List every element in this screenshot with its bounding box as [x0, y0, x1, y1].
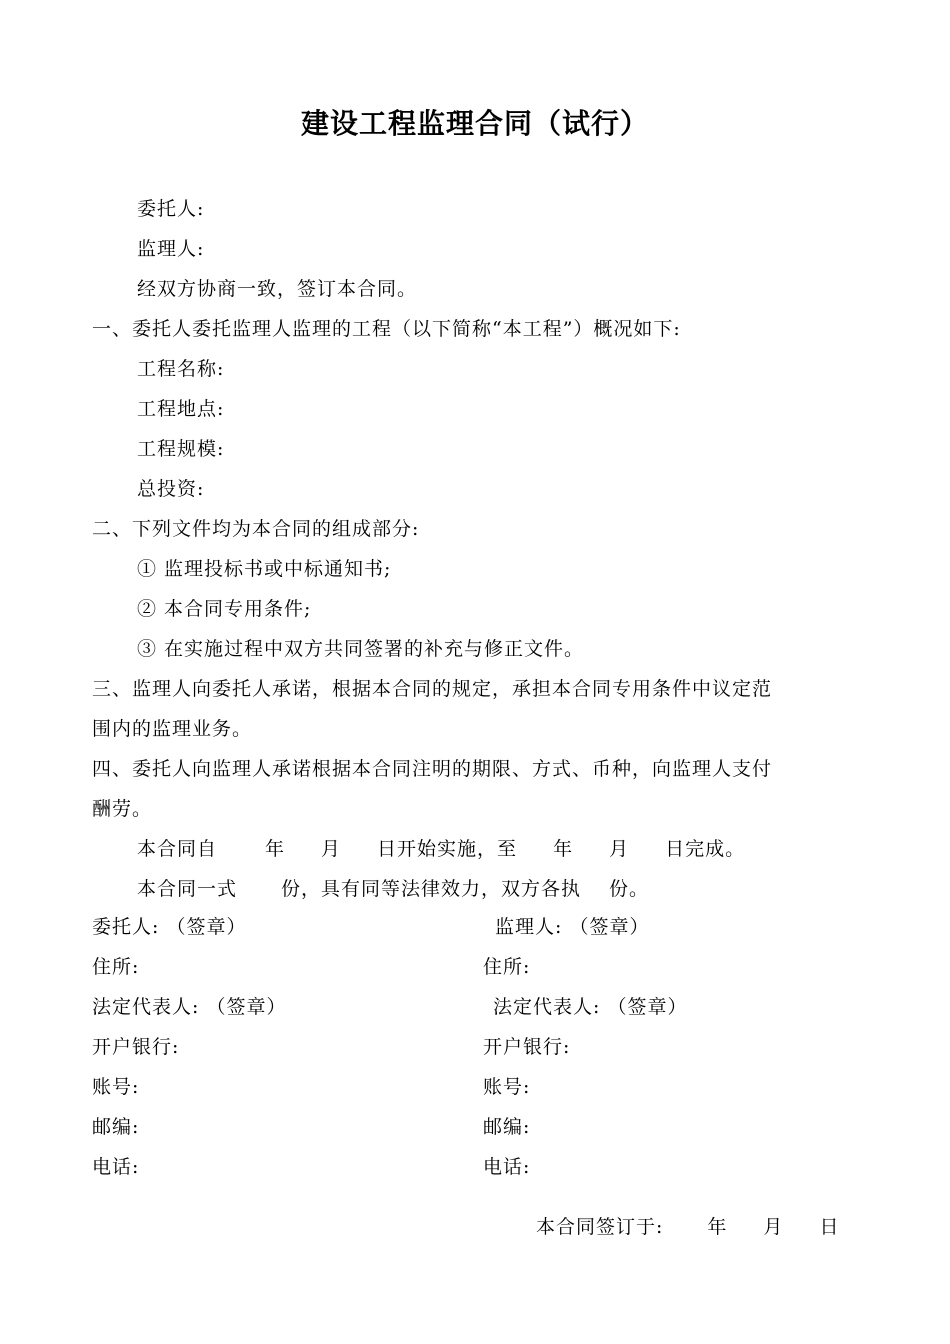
signing-day: 日 — [819, 1216, 840, 1238]
supervisor-legal-rep: 法定代表人: （签章） — [493, 996, 688, 1018]
period-year-1: 年 — [265, 838, 286, 860]
section-3-line-1: 三、监理人向委托人承诺，根据本合同的规定，承担本合同专用条件中议定范 — [92, 678, 773, 700]
client-legal-rep: 法定代表人: （签章） — [92, 996, 287, 1018]
supervisor-bank: 开户银行: — [483, 1036, 571, 1058]
period-month-2: 月 — [609, 838, 630, 860]
section-1-heading: 一、委托人委托监理人监理的工程（以下简称“本工程”）概况如下: — [92, 318, 681, 340]
copies-text-b: 份，具有同等法律效力，双方各执 — [281, 878, 582, 900]
signing-month: 月 — [763, 1216, 784, 1238]
project-name-line: 工程名称: — [137, 358, 225, 380]
contract-period-line — [137, 836, 745, 862]
section-3-line-2: 围内的监理业务。 — [92, 718, 253, 740]
supervisor-signature: 监理人: （签章） — [495, 916, 650, 938]
period-year-2: 年 — [553, 838, 574, 860]
client-address: 住所: — [92, 956, 140, 978]
supervisor-account: 账号: — [483, 1076, 531, 1098]
section-2-heading: 二、下列文件均为本合同的组成部分: — [92, 518, 420, 540]
copies-line — [137, 876, 649, 902]
document-item-1: ① 监理投标书或中标通知书; — [137, 558, 392, 580]
client-phone: 电话: — [92, 1156, 140, 1178]
period-end-text: 日完成。 — [665, 838, 746, 860]
supervisor-line: 监理人: — [137, 238, 205, 260]
supervisor-phone: 电话: — [483, 1156, 531, 1178]
project-location-line: 工程地点: — [137, 398, 225, 420]
period-start-text: 日开始实施，至 — [377, 838, 518, 860]
signing-year: 年 — [707, 1216, 728, 1238]
client-bank: 开户银行: — [92, 1036, 180, 1058]
supervisor-address: 住所: — [483, 956, 531, 978]
project-scale-line: 工程规模: — [137, 438, 225, 460]
client-account: 账号: — [92, 1076, 140, 1098]
copies-text-a: 本合同一式 — [137, 878, 238, 900]
document-item-2: ② 本合同专用条件; — [137, 598, 312, 620]
section-4-line-1: 四、委托人向监理人承诺根据本合同注明的期限、方式、币种，向监理人支付 — [92, 758, 773, 780]
client-signature: 委托人: （签章） — [92, 916, 247, 938]
document-title: 建设工程监理合同（试行） — [300, 107, 649, 140]
section-4-line-2: 酬劳。 — [92, 798, 153, 820]
supervisor-postcode: 邮编: — [483, 1116, 531, 1138]
copies-text-c: 份。 — [609, 878, 650, 900]
signing-date-label: 本合同签订于: — [536, 1216, 664, 1238]
agreement-line: 经双方协商一致，签订本合同。 — [137, 278, 418, 300]
client-postcode: 邮编: — [92, 1116, 140, 1138]
period-from-text: 本合同自 — [137, 838, 218, 860]
period-month-1: 月 — [321, 838, 342, 860]
client-line: 委托人: — [137, 198, 205, 220]
signing-date-line — [536, 1214, 839, 1240]
total-investment-line: 总投资: — [137, 478, 205, 500]
document-item-3: ③ 在实施过程中双方共同签署的补充与修正文件。 — [137, 638, 585, 660]
